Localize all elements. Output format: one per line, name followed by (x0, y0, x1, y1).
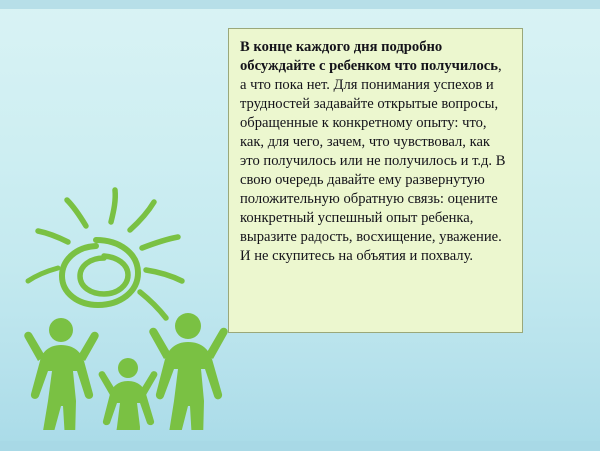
body-paragraph (240, 38, 511, 266)
content-textbox (228, 28, 523, 333)
three-people-and-sun-illustration (18, 150, 233, 430)
rest-sentence: , а что пока нет. Для понимания успехов и трудностей задавайте открытые вопросы, обращенные к конкретному опыту: что, как, для чего, зачем, что чувствовал, как это получилось или не получилось и т.д. В свою очередь давайте ему развернутую положительную обратную связь: оцените конкретный успешный опыт ребенка, выразите радость, восхищение, уважение. И не скупитесь на объятия и похвалу. (240, 57, 506, 264)
lead-sentence: В конце каждого дня подробно обсуждайте с ребенком что получилось (240, 39, 498, 74)
